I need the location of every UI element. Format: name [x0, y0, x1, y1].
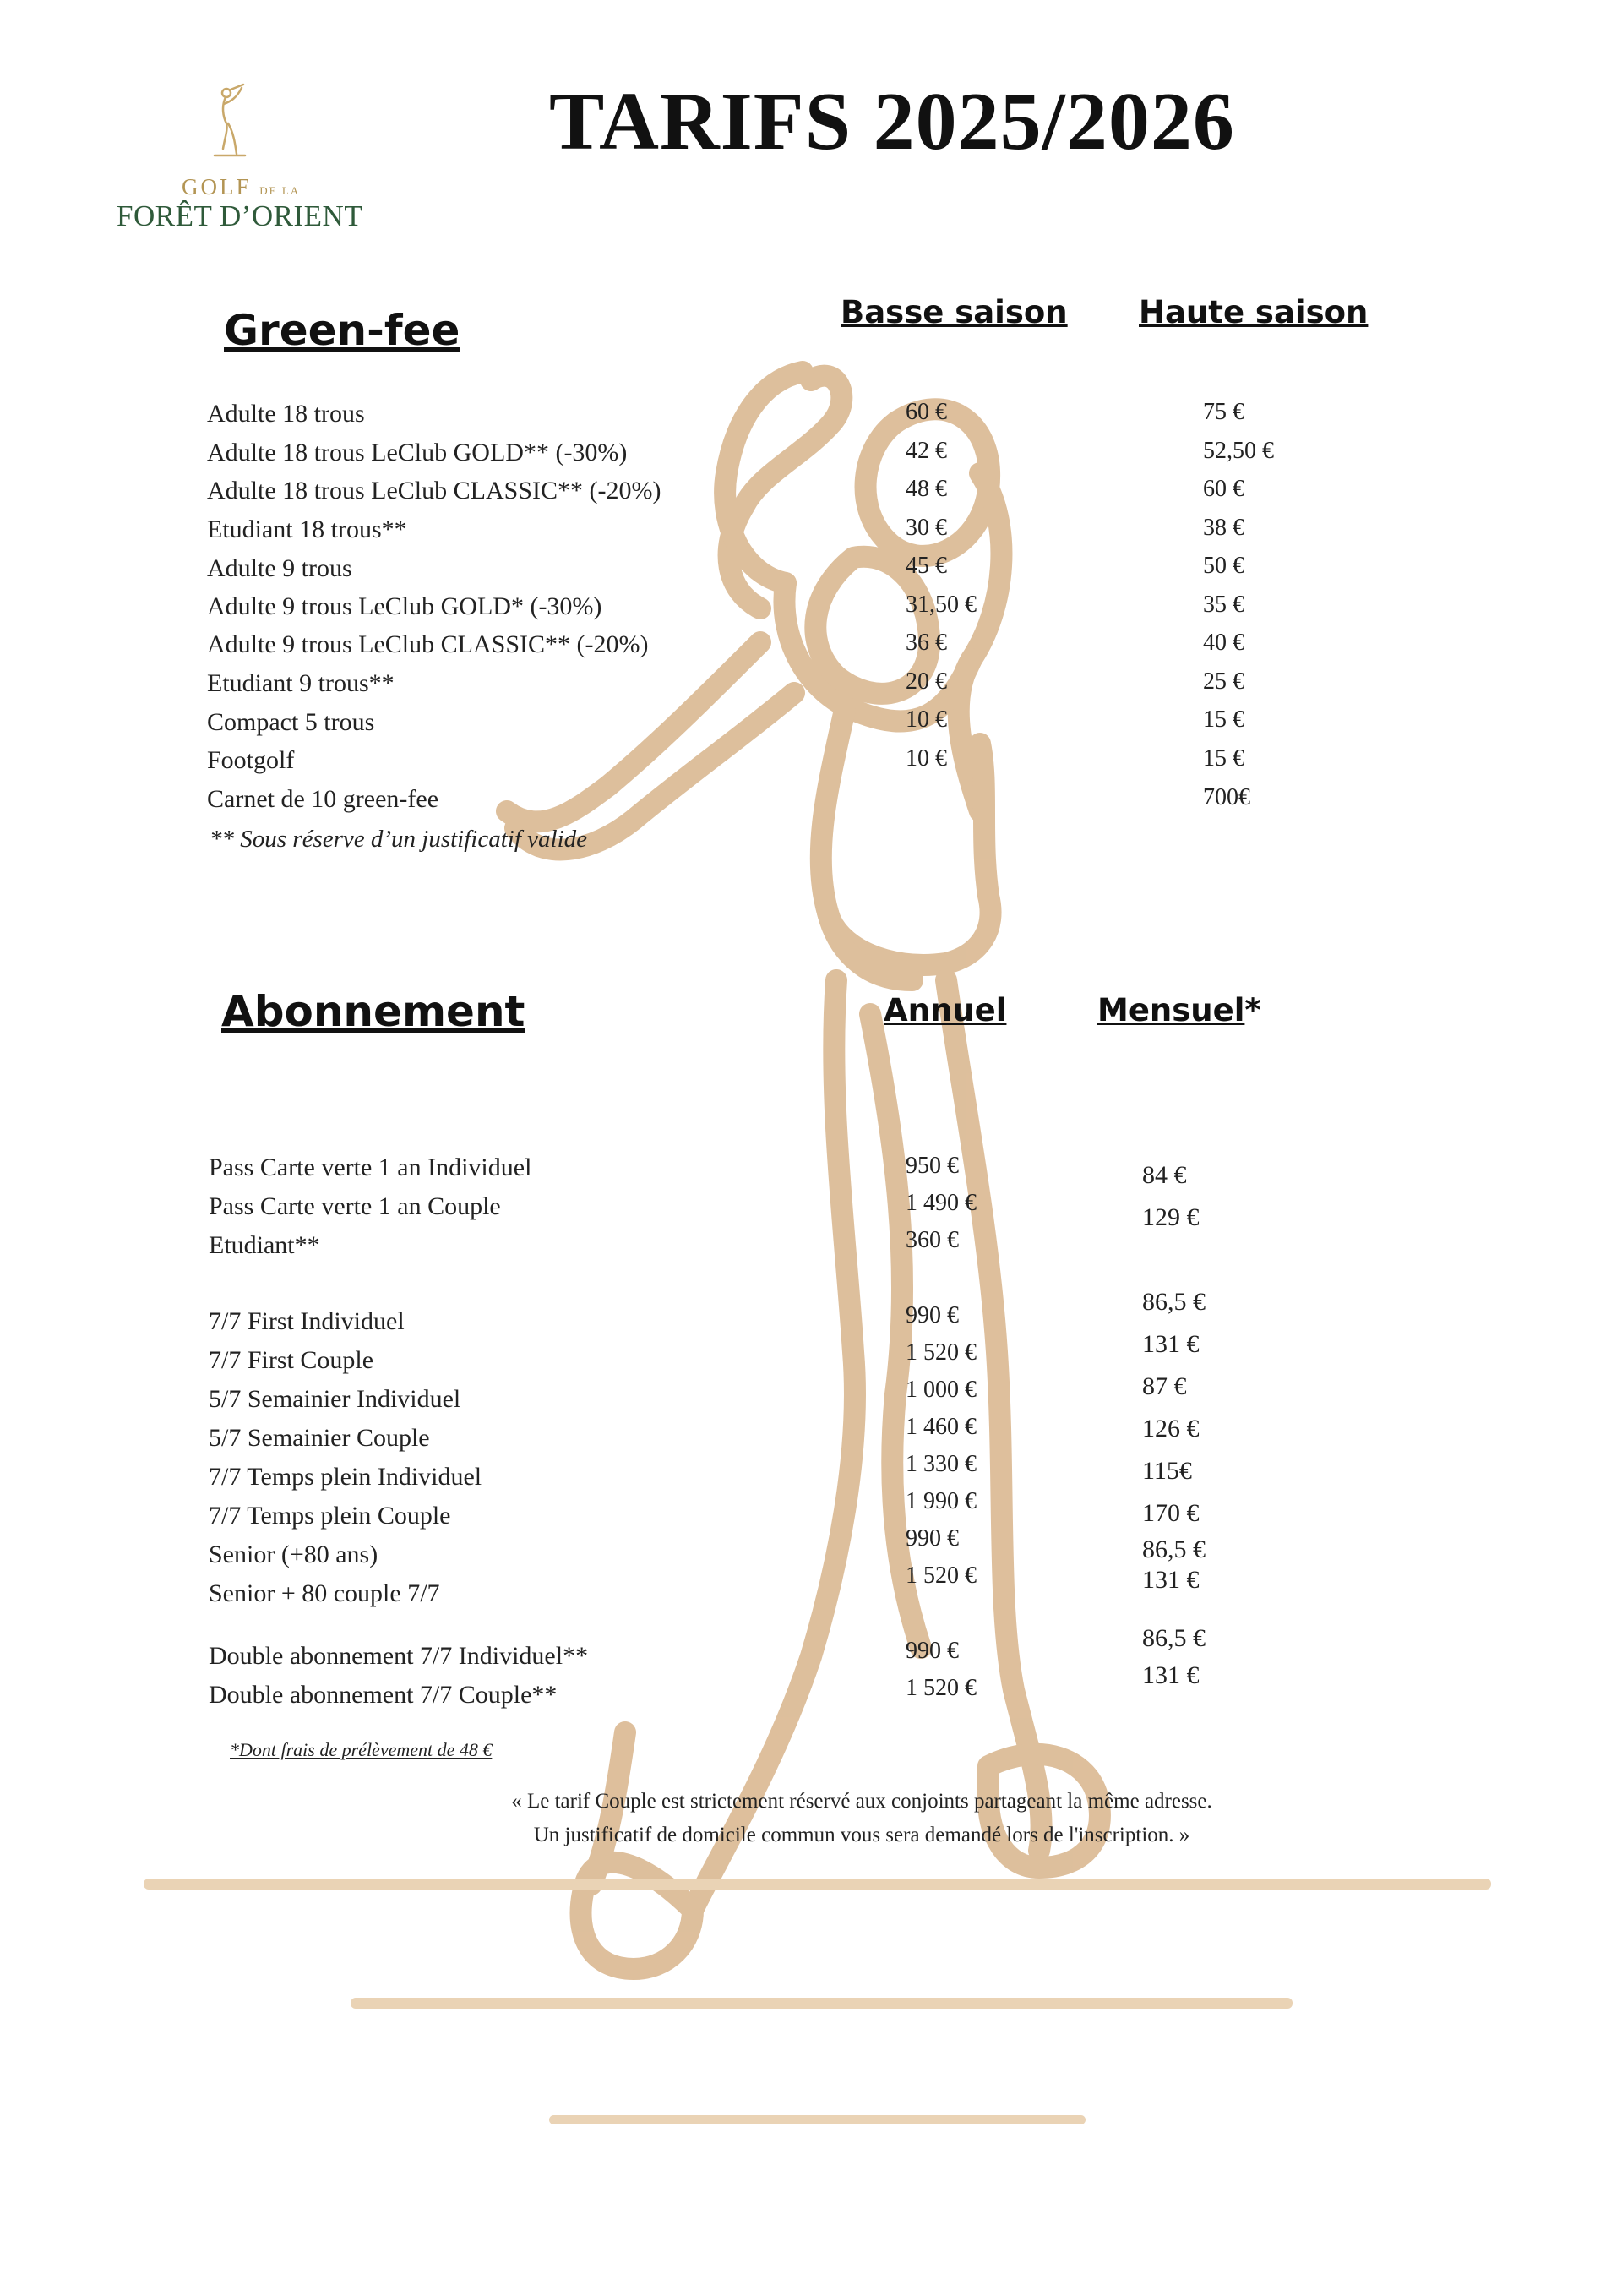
- greenfee-low-price: 45 €: [906, 553, 947, 579]
- monthly-price: 131 €: [1142, 1566, 1200, 1594]
- greenfee-label: Adulte 18 trous LeClub CLASSIC** (-20%): [207, 477, 661, 504]
- monthly-price: 86,5 €: [1142, 1288, 1206, 1316]
- abonnement-label: Etudiant**: [209, 1231, 320, 1259]
- greenfee-col-low-season: Basse saison: [841, 294, 1068, 330]
- greenfee-label: Carnet de 10 green-fee: [207, 785, 439, 813]
- greenfee-label: Adulte 9 trous LeClub GOLD* (-30%): [207, 592, 602, 620]
- annual-price: 1 520 €: [906, 1675, 977, 1701]
- greenfee-high-price: 15 €: [1203, 706, 1244, 733]
- divider-line-1: [144, 1879, 1491, 1890]
- greenfee-heading: Green-fee: [224, 306, 460, 355]
- annual-price: 1 490 €: [906, 1190, 977, 1216]
- greenfee-label: Adulte 9 trous LeClub CLASSIC** (-20%): [207, 630, 649, 658]
- annual-price: 1 990 €: [906, 1488, 977, 1514]
- annual-price: 1 520 €: [906, 1339, 977, 1366]
- greenfee-low-price: 10 €: [906, 706, 947, 733]
- monthly-price: 87 €: [1142, 1372, 1187, 1400]
- logo-golf-text: GOLF: [182, 174, 252, 199]
- monthly-price: 129 €: [1142, 1203, 1200, 1231]
- annual-price: 1 330 €: [906, 1451, 977, 1477]
- abonnement-label: 5/7 Semainier Individuel: [209, 1385, 461, 1413]
- couple-remark: [389, 1790, 1335, 1847]
- page-title: TARIFS 2025/2026: [549, 76, 1235, 167]
- monthly-price: 126 €: [1142, 1415, 1200, 1442]
- greenfee-high-price: 50 €: [1203, 553, 1244, 579]
- greenfee-col-high-season: Haute saison: [1139, 294, 1369, 330]
- annual-price: 1 520 €: [906, 1562, 977, 1589]
- annual-price: 1 460 €: [906, 1414, 977, 1440]
- greenfee-label: Compact 5 trous: [207, 708, 375, 736]
- abonnement-label: 7/7 First Couple: [209, 1346, 374, 1374]
- greenfee-label: Adulte 18 trous LeClub GOLD** (-30%): [207, 439, 628, 466]
- greenfee-high-price: 25 €: [1203, 668, 1244, 695]
- greenfee-low-price: 42 €: [906, 438, 947, 464]
- greenfee-high-price: 40 €: [1203, 630, 1244, 656]
- greenfee-high-price: 60 €: [1203, 476, 1244, 502]
- abonnement-label: Senior + 80 couple 7/7: [209, 1579, 440, 1607]
- logo-de-la-text: DE LA: [259, 184, 301, 197]
- abonnement-col-monthly-label: Mensuel: [1097, 992, 1245, 1028]
- abonnement-label: 7/7 First Individuel: [209, 1307, 405, 1335]
- greenfee-high-price: 52,50 €: [1203, 438, 1274, 464]
- greenfee-note: ** Sous réserve d’un justificatif valide: [210, 826, 588, 853]
- greenfee-low-price: 31,50 €: [906, 592, 977, 618]
- abonnement-label: 7/7 Temps plein Individuel: [209, 1463, 482, 1491]
- greenfee-label: Footgolf: [207, 746, 295, 774]
- logo-name-text: FORÊT D’ORIENT: [117, 199, 363, 232]
- abonnement-label: 7/7 Temps plein Couple: [209, 1502, 451, 1530]
- abonnement-label: Senior (+80 ans): [209, 1541, 378, 1568]
- abonnement-label: Pass Carte verte 1 an Couple: [209, 1192, 501, 1220]
- greenfee-label: Adulte 9 trous: [207, 554, 352, 582]
- monthly-price: 115€: [1142, 1457, 1192, 1485]
- annual-price: 950 €: [906, 1153, 959, 1179]
- abonnement-label: Double abonnement 7/7 Couple**: [209, 1681, 558, 1709]
- annual-price: 990 €: [906, 1638, 959, 1664]
- annual-price: 1 000 €: [906, 1377, 977, 1403]
- greenfee-low-price: 10 €: [906, 745, 947, 772]
- greenfee-high-price: 75 €: [1203, 399, 1244, 425]
- greenfee-label: Adulte 18 trous: [207, 400, 365, 428]
- divider-line-3: [549, 2115, 1086, 2124]
- greenfee-low-price: 36 €: [906, 630, 947, 656]
- greenfee-low-price: 30 €: [906, 515, 947, 541]
- abonnement-footnote: *Dont frais de prélèvement de 48 €: [230, 1739, 493, 1760]
- couple-remark-line2: Un justificatif de domicile commun vous sera demandé lors de l'inscription. »: [533, 1824, 1190, 1846]
- greenfee-high-price: 38 €: [1203, 515, 1244, 541]
- monthly-price: 86,5 €: [1142, 1624, 1206, 1652]
- couple-remark-line1: « Le tarif Couple est strictement réservé aux conjoints partageant la même adresse.: [511, 1790, 1212, 1813]
- greenfee-label: Etudiant 9 trous**: [207, 669, 395, 697]
- greenfee-high-price: 700€: [1203, 784, 1250, 810]
- greenfee-high-price: 35 €: [1203, 592, 1244, 618]
- greenfee-low-price: 48 €: [906, 476, 947, 502]
- monthly-price: 131 €: [1142, 1330, 1200, 1358]
- abonnement-label: Double abonnement 7/7 Individuel**: [209, 1642, 589, 1670]
- greenfee-label: Etudiant 18 trous**: [207, 515, 407, 543]
- monthly-price: 131 €: [1142, 1661, 1200, 1689]
- divider-line-2: [351, 1998, 1293, 2009]
- annual-price: 990 €: [906, 1525, 959, 1552]
- monthly-price: 86,5 €: [1142, 1535, 1206, 1563]
- abonnement-heading: Abonnement: [221, 987, 525, 1036]
- annual-price: 990 €: [906, 1302, 959, 1328]
- annual-price: 360 €: [906, 1227, 959, 1253]
- monthly-price: 170 €: [1142, 1499, 1200, 1527]
- monthly-price: 84 €: [1142, 1161, 1187, 1189]
- greenfee-high-price: 15 €: [1203, 745, 1244, 772]
- abonnement-label: Pass Carte verte 1 an Individuel: [209, 1153, 532, 1181]
- greenfee-low-price: 20 €: [906, 668, 947, 695]
- greenfee-low-price: 60 €: [906, 399, 947, 425]
- asterisk: *: [1244, 992, 1261, 1028]
- abonnement-col-annual: Annuel: [884, 992, 1007, 1028]
- abonnement-label: 5/7 Semainier Couple: [209, 1424, 430, 1452]
